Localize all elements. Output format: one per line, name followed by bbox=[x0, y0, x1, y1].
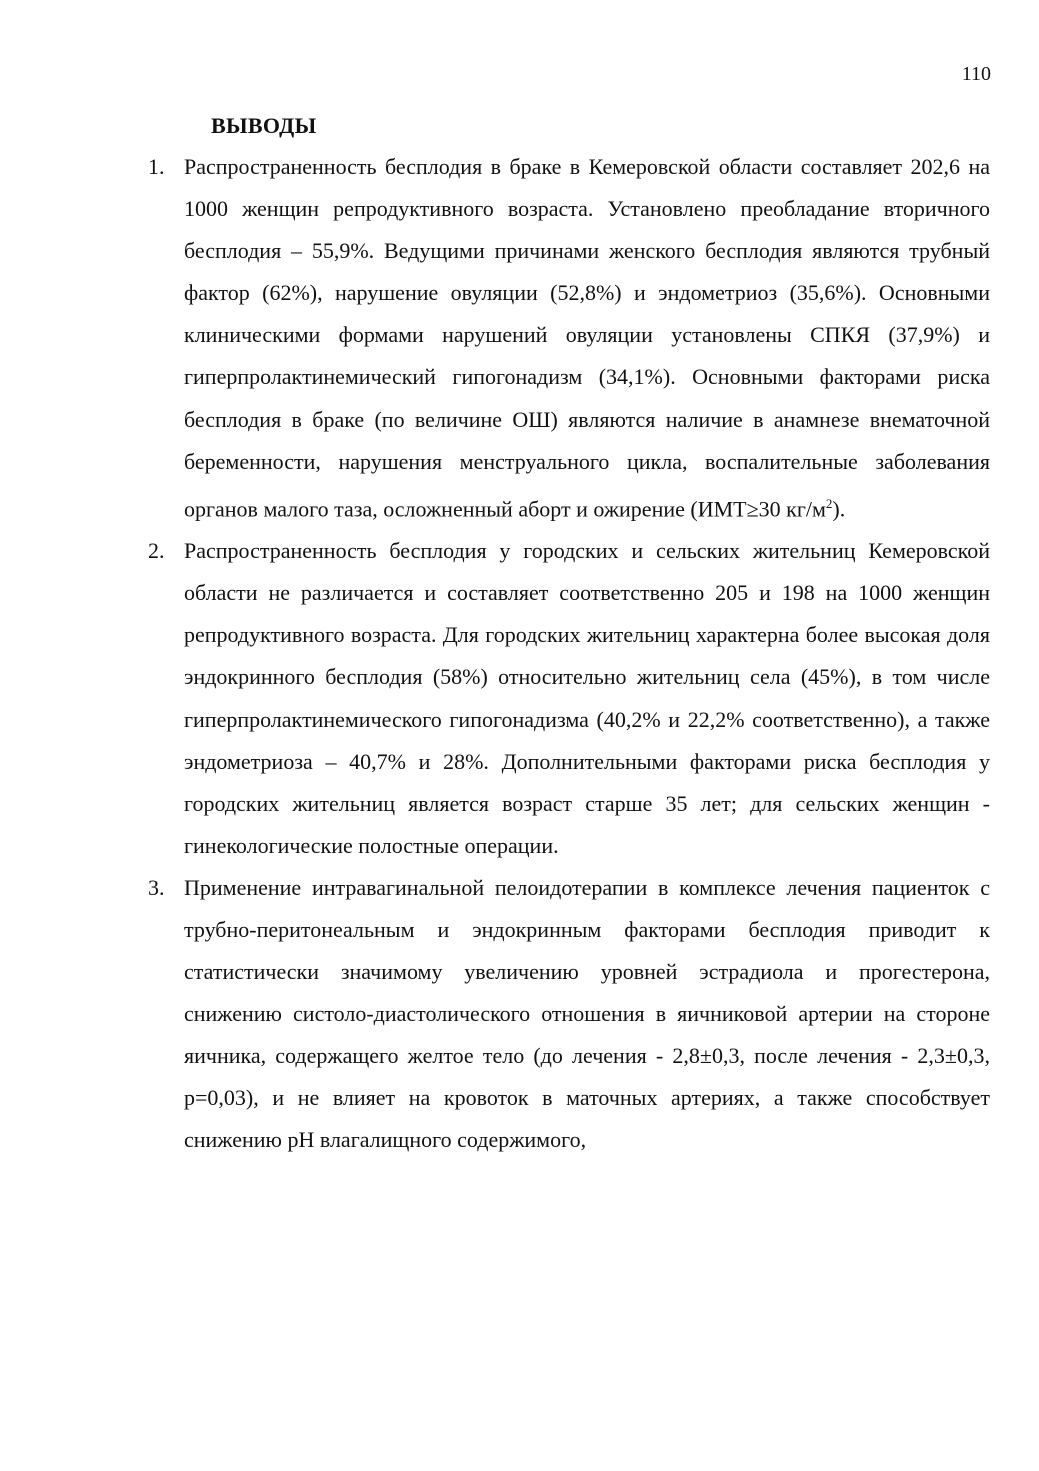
item-text: Применение интравагинальной пелоидотерапии в комплексе лечения пациенток с трубно-перитонеальным и эндокринным факторами бесплодия приводит к статистически значимому увеличению уровней эстрадиола и прогестерона, снижению систоло-диастолического отношения в яичниковой артерии на стороне яичника, содержащего желтое тело (до лечения - 2,8±0,3, после лечения - 2,3±0,3, p=0,03), и не влияет на кровоток в маточных артериях, а также способствует снижению pH влагалищного содержимого, bbox=[184, 874, 990, 1153]
conclusion-item-3 bbox=[0, 867, 1039, 1162]
item-text-tail: ). bbox=[832, 496, 846, 522]
item-number: 3. bbox=[148, 874, 165, 900]
item-number: 2. bbox=[148, 538, 165, 564]
conclusions-list bbox=[0, 146, 1039, 1162]
page-number: 110 bbox=[961, 63, 991, 85]
superscript: 2 bbox=[825, 495, 833, 511]
conclusion-item-1 bbox=[0, 146, 1039, 530]
item-text bbox=[184, 146, 990, 530]
item-number: 1. bbox=[148, 154, 165, 179]
item-text-main: Распространенность бесплодия в браке в Кемеровской области составляет 202,6 на 1000 женщин репродуктивного возраста. Установлено преобладание вторичного бесплодия – 55,9%. Ведущими причинами женского бесплодия являются трубный фактор (62%), нарушение овуляции (52,8%) и эндометриоз (35,6%). Основными клиническими формами нарушений овуляции установлены СПКЯ (37,9%) и гиперпролактинемический гипогонадизм (34,1%). Основными факторами риска бесплодия в браке (по величине ОШ) являются наличие в анамнезе внематочной беременности, нарушения менструального цикла, воспалительные заболевания органов малого таза, осложненный аборт и ожирение (ИМТ≥30 кг/м bbox=[184, 154, 990, 522]
conclusion-item-2 bbox=[0, 530, 1039, 867]
item-text: Распространенность бесплодия у городских и сельских жительниц Кемеровской области не различается и составляет соответственно 205 и 198 на 1000 женщин репродуктивного возраста. Для городских жительниц характерна более высокая доля эндокринного бесплодия (58%) относительно жительниц села (45%), в том числе гиперпролактинемического гипогонадизма (40,2% и 22,2% соответственно), а также эндометриоза – 40,7% и 28%. Дополнительными факторами риска бесплодия у городских жительниц является возраст старше 35 лет; для сельских женщин - гинекологические полостные операции. bbox=[184, 538, 990, 858]
section-heading: ВЫВОДЫ bbox=[211, 113, 317, 138]
